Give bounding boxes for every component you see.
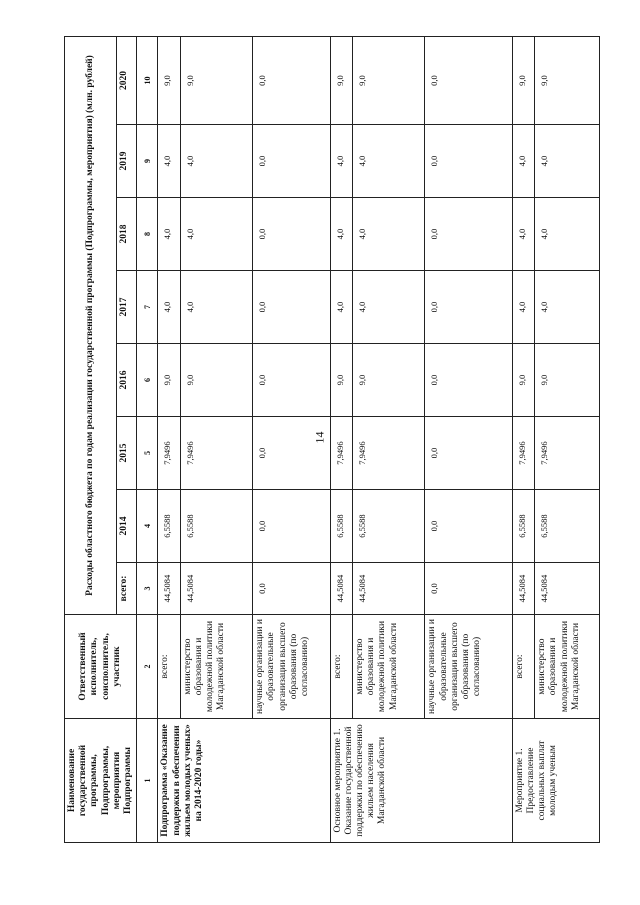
header-year: 2018 xyxy=(116,198,136,271)
responsible-cell: министерство образования и молодежной политики Магаданской области xyxy=(353,615,425,719)
year-value-cell: 7,9496 xyxy=(512,417,534,490)
year-value-cell: 6,5588 xyxy=(353,490,425,563)
year-value-cell: 4,0 xyxy=(512,271,534,344)
year-value-cell: 0,0 xyxy=(425,37,512,125)
index-cell: 8 xyxy=(137,198,158,271)
index-cell: 4 xyxy=(137,490,158,563)
page-number: 14 xyxy=(312,431,327,444)
table-row xyxy=(330,37,352,843)
year-value-cell: 0,0 xyxy=(253,271,330,344)
index-cell: 6 xyxy=(137,344,158,417)
year-value-cell: 0,0 xyxy=(253,37,330,125)
total-cell: 44,5084 xyxy=(330,563,352,615)
year-value-cell: 7,9496 xyxy=(353,417,425,490)
year-value-cell: 9,0 xyxy=(535,344,600,417)
header-year: 2015 xyxy=(116,417,136,490)
year-value-cell: 4,0 xyxy=(535,271,600,344)
header-name: Наименование государственной программы, Подпрограммы, мероприятия Подпрограммы xyxy=(65,719,137,843)
year-value-cell: 4,0 xyxy=(512,198,534,271)
year-value-cell: 6,5588 xyxy=(158,490,180,563)
total-cell: 44,5084 xyxy=(535,563,600,615)
header-year: 2019 xyxy=(116,125,136,198)
year-value-cell: 6,5588 xyxy=(330,490,352,563)
index-cell: 5 xyxy=(137,417,158,490)
year-value-cell: 9,0 xyxy=(512,344,534,417)
budget-table-container xyxy=(64,37,592,843)
responsible-cell: всего: xyxy=(330,615,352,719)
year-value-cell: 4,0 xyxy=(180,125,252,198)
year-value-cell: 4,0 xyxy=(535,125,600,198)
year-value-cell: 9,0 xyxy=(158,344,180,417)
index-row xyxy=(137,37,158,843)
year-value-cell: 9,0 xyxy=(353,344,425,417)
year-value-cell: 9,0 xyxy=(180,344,252,417)
year-value-cell: 0,0 xyxy=(425,417,512,490)
year-value-cell: 9,0 xyxy=(180,37,252,125)
header-responsible: Ответственный исполнитель, соисполнитель, участник xyxy=(65,615,137,719)
total-cell: 0,0 xyxy=(253,563,330,615)
year-value-cell: 4,0 xyxy=(535,198,600,271)
index-cell: 10 xyxy=(137,37,158,125)
index-cell: 9 xyxy=(137,125,158,198)
index-cell: 2 xyxy=(137,615,158,719)
year-value-cell: 7,9496 xyxy=(180,417,252,490)
year-value-cell: 0,0 xyxy=(253,344,330,417)
responsible-cell: научные организации и образовательные организации высшего образования (по согласованию) xyxy=(425,615,512,719)
year-value-cell: 7,9496 xyxy=(330,417,352,490)
year-value-cell: 9,0 xyxy=(330,37,352,125)
year-value-cell: 0,0 xyxy=(253,125,330,198)
year-value-cell: 4,0 xyxy=(330,125,352,198)
year-value-cell: 4,0 xyxy=(330,198,352,271)
year-value-cell: 4,0 xyxy=(353,198,425,271)
index-cell: 1 xyxy=(137,719,158,843)
total-cell: 0,0 xyxy=(425,563,512,615)
table-body xyxy=(137,37,600,843)
year-value-cell: 0,0 xyxy=(425,125,512,198)
year-value-cell: 9,0 xyxy=(330,344,352,417)
year-value-cell: 4,0 xyxy=(330,271,352,344)
year-value-cell: 9,0 xyxy=(353,37,425,125)
year-value-cell: 6,5588 xyxy=(180,490,252,563)
year-value-cell: 4,0 xyxy=(353,271,425,344)
budget-table xyxy=(64,36,600,843)
year-value-cell: 4,0 xyxy=(158,271,180,344)
header-year: 2017 xyxy=(116,271,136,344)
header-year: 2016 xyxy=(116,344,136,417)
responsible-cell: научные организации и образовательные организации высшего образования (по согласованию) xyxy=(253,615,330,719)
header-year: 2020 xyxy=(116,37,136,125)
total-cell: 44,5084 xyxy=(180,563,252,615)
program-name-cell: Подпрограмма «Оказание поддержки в обеспечении жильем молодых ученых» на 2014-2020 годы» xyxy=(158,719,330,843)
year-value-cell: 9,0 xyxy=(158,37,180,125)
year-value-cell: 4,0 xyxy=(353,125,425,198)
year-value-cell: 0,0 xyxy=(253,490,330,563)
year-value-cell: 0,0 xyxy=(253,198,330,271)
year-value-cell: 4,0 xyxy=(180,198,252,271)
year-value-cell: 7,9496 xyxy=(535,417,600,490)
year-value-cell: 9,0 xyxy=(512,37,534,125)
year-value-cell: 6,5588 xyxy=(512,490,534,563)
responsible-cell: всего: xyxy=(158,615,180,719)
year-value-cell: 0,0 xyxy=(253,417,330,490)
year-value-cell: 4,0 xyxy=(158,125,180,198)
year-value-cell: 0,0 xyxy=(425,490,512,563)
total-cell: 44,5084 xyxy=(512,563,534,615)
header-year: 2014 xyxy=(116,490,136,563)
responsible-cell: министерство образования и молодежной политики Магаданской области xyxy=(180,615,252,719)
year-value-cell: 4,0 xyxy=(180,271,252,344)
program-name-cell: Мероприятие 1. Предоставление социальных выплат молодым ученым xyxy=(512,719,599,843)
responsible-cell: министерство образования и молодежной политики Магаданской области xyxy=(535,615,600,719)
total-cell: 44,5084 xyxy=(353,563,425,615)
year-value-cell: 0,0 xyxy=(425,271,512,344)
year-value-cell: 7,9496 xyxy=(158,417,180,490)
year-value-cell: 4,0 xyxy=(512,125,534,198)
table-row xyxy=(512,37,534,843)
year-value-cell: 0,0 xyxy=(425,198,512,271)
total-cell: 44,5084 xyxy=(158,563,180,615)
table-row xyxy=(158,37,180,843)
table-header xyxy=(65,37,137,843)
year-value-cell: 6,5588 xyxy=(535,490,600,563)
responsible-cell: всего: xyxy=(512,615,534,719)
year-value-cell: 0,0 xyxy=(425,344,512,417)
program-name-cell: Основное мероприятие 1. Оказание государственной поддержки по обеспечению жильем населения Магаданской области xyxy=(330,719,512,843)
header-budget: Расходы областного бюджета по годам реализации государственной программы (Подпрограммы, мероприятия) (млн. рублей) xyxy=(65,37,117,615)
index-cell: 7 xyxy=(137,271,158,344)
index-cell: 3 xyxy=(137,563,158,615)
year-value-cell: 4,0 xyxy=(158,198,180,271)
header-total: всего: xyxy=(116,563,136,615)
year-value-cell: 9,0 xyxy=(535,37,600,125)
